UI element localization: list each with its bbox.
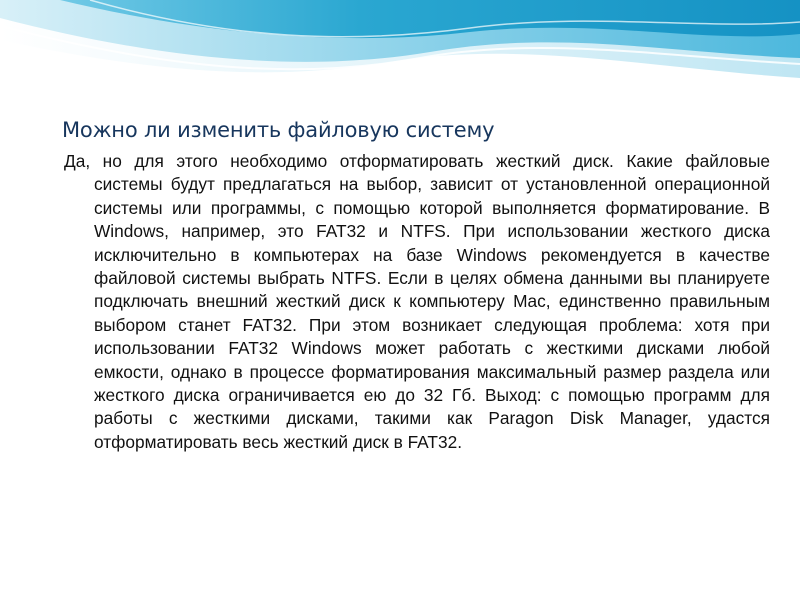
wave-header-decoration bbox=[0, 0, 800, 110]
slide-title: Можно ли изменить файловую систему bbox=[62, 118, 495, 142]
slide-body-text: Да, но для этого необходимо отформатировать жесткий диск. Какие файловые системы будут предлагаться на выбор, зависит от установленной операционной системы или программы, с помощью которой выполняется форматирование. В Windows, например, это FAT32 и NTFS. При использовании жесткого диска исключительно в компьютерах на базе Windows рекомендуется в качестве файловой системы выбрать NTFS. Если в целях обмена данными вы планируете подключать внешний жесткий диск к компьютеру Mac, единственно правильным выбором станет FAT32. При этом возникает следующая проблема: хотя при использовании FAT32 Windows может работать с жесткими дисками любой емкости, однако в процессе форматирования максимальный размер раздела или жесткого диска ограничивается ею до 32 Гб. Выход: с помощью программ для работы с жесткими дисками, такими как Paragon Disk Manager, удастся отформатировать весь жесткий диск в FAT32. bbox=[64, 151, 770, 452]
